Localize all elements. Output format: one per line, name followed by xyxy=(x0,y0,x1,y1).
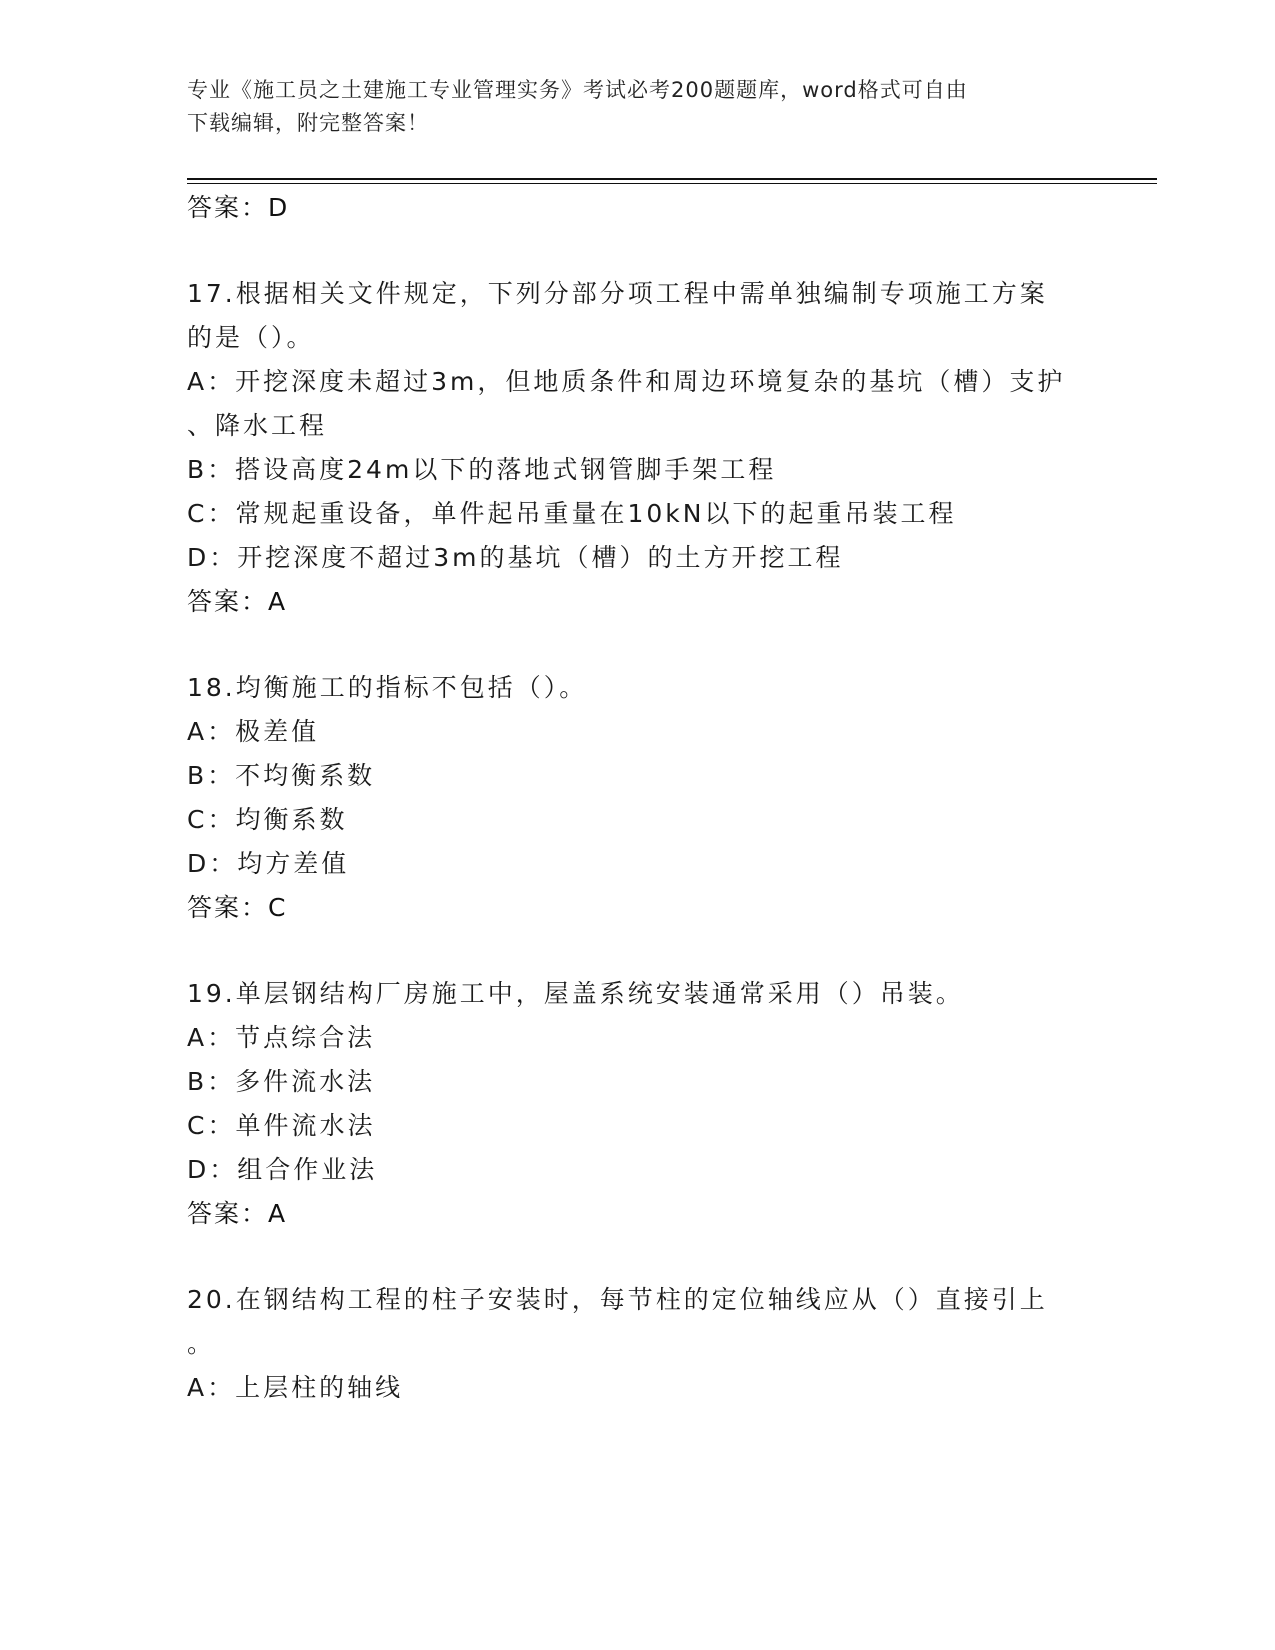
question-18-option-c: C：均衡系数 xyxy=(187,805,348,834)
question-19-stem: 19.单层钢结构厂房施工中，屋盖系统安装通常采用（）吊装。 xyxy=(187,979,964,1008)
question-18-stem: 18.均衡施工的指标不包括（）。 xyxy=(187,673,588,702)
question-18-option-b: B：不均衡系数 xyxy=(187,761,376,790)
question-19-option-b: B：多件流水法 xyxy=(187,1067,376,1096)
question-19-answer: 答案：A xyxy=(187,1199,288,1228)
question-20-option-a: A：上层柱的轴线 xyxy=(187,1373,404,1402)
question-19-option-a: A：节点综合法 xyxy=(187,1023,376,1052)
question-19-option-d: D：组合作业法 xyxy=(187,1155,378,1184)
question-17-option-c: C：常规起重设备，单件起吊重量在10kN以下的起重吊装工程 xyxy=(187,499,957,528)
header-line-2: 下载编辑，附完整答案！ xyxy=(187,111,429,135)
question-17-answer: 答案：A xyxy=(187,587,288,616)
header-line-1: 专业《施工员之土建施工专业管理实务》考试必考200题题库，word格式可自由 xyxy=(187,78,968,102)
question-20-stem-line-1: 20.在钢结构工程的柱子安装时，每节柱的定位轴线应从（）直接引上 xyxy=(187,1285,1048,1314)
question-17-option-a-line-1: A：开挖深度未超过3m，但地质条件和周边环境复杂的基坑（槽）支护 xyxy=(187,367,1066,396)
question-17-option-a-line-2: 、降水工程 xyxy=(187,411,328,440)
question-20-stem-line-2: 。 xyxy=(187,1329,216,1358)
header-divider-thick xyxy=(187,178,1157,180)
question-18-option-a: A：极差值 xyxy=(187,717,320,746)
question-19-option-c: C：单件流水法 xyxy=(187,1111,376,1140)
header-divider-thin xyxy=(187,183,1157,184)
question-17-option-d: D：开挖深度不超过3m的基坑（槽）的土方开挖工程 xyxy=(187,543,844,572)
question-18-answer: 答案：C xyxy=(187,893,288,922)
question-17-option-b: B：搭设高度24m以下的落地式钢管脚手架工程 xyxy=(187,455,777,484)
question-17-stem-line-2: 的是（）。 xyxy=(187,323,315,352)
document-header xyxy=(187,74,1087,140)
question-18-option-d: D：均方差值 xyxy=(187,849,350,878)
question-17-stem-line-1: 17.根据相关文件规定，下列分部分项工程中需单独编制专项施工方案 xyxy=(187,279,1048,308)
answer-line: 答案：D xyxy=(187,193,290,222)
